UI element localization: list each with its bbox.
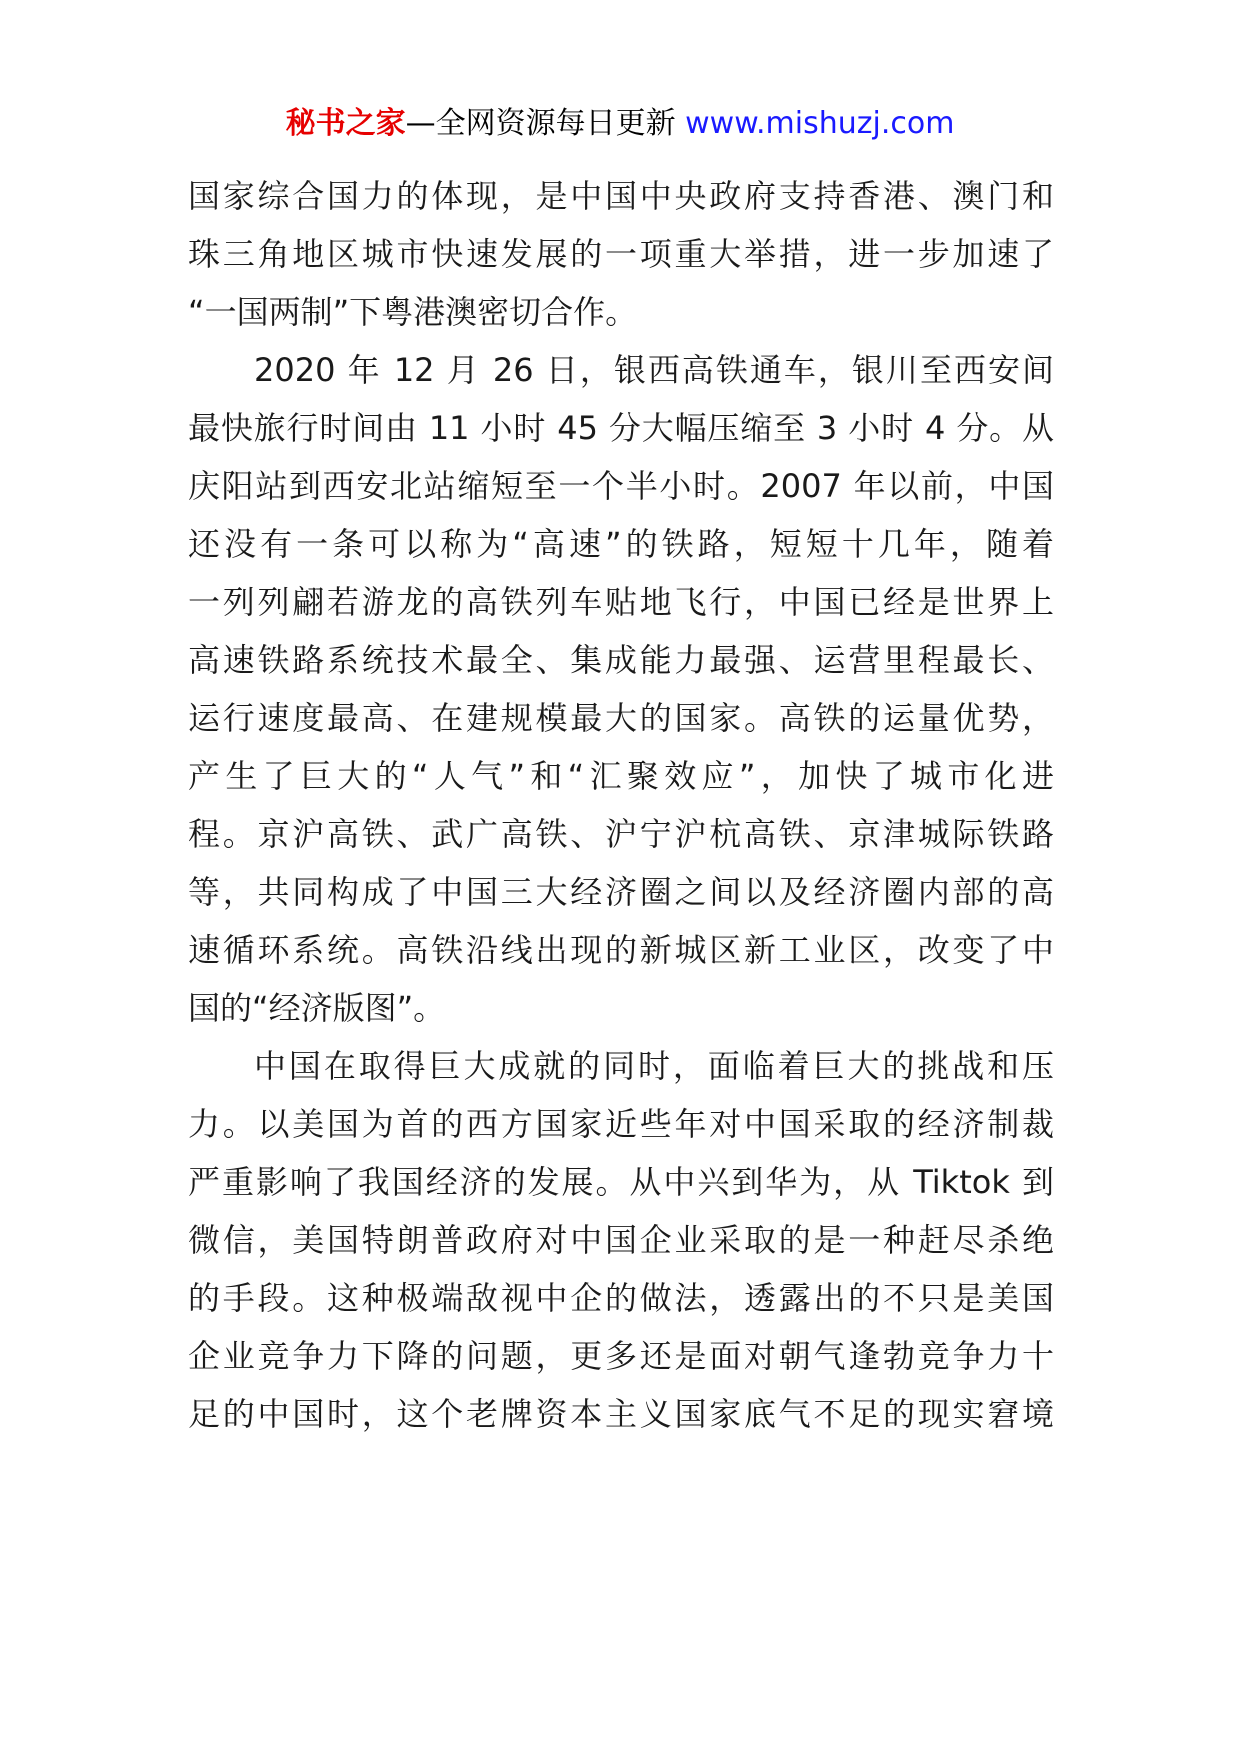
text-line: 力。以美国为首的西方国家近些年对中国采取的经济制裁 [188, 1105, 1054, 1143]
header-tagline: —全网资源每日更新 [405, 106, 676, 141]
text-line: “一国两制”下粤港澳密切合作。 [188, 293, 638, 331]
text-line: 最快旅行时间由 11 小时 45 分大幅压缩至 3 小时 4 分。从 [188, 409, 1054, 447]
text-line: 高速铁路系统技术最全、集成能力最强、运营里程最长、 [188, 641, 1054, 679]
text-line: 运行速度最高、在建规模最大的国家。高铁的运量优势， [188, 699, 1054, 737]
site-header [0, 104, 1240, 144]
text-line: 珠三角地区城市快速发展的一项重大举措，进一步加速了 [188, 235, 1054, 273]
brand-name: 秘书之家 [285, 106, 406, 141]
site-url-link[interactable]: www.mishuzj.com [685, 106, 955, 141]
text-line: 中国在取得巨大成就的同时，面临着巨大的挑战和压 [254, 1047, 1054, 1085]
text-line: 国家综合国力的体现，是中国中央政府支持香港、澳门和 [188, 177, 1054, 215]
text-line: 速循环系统。高铁沿线出现的新城区新工业区，改变了中 [188, 931, 1054, 969]
text-line: 企业竞争力下降的问题，更多还是面对朝气逢勃竞争力十 [188, 1337, 1054, 1375]
text-line: 等，共同构成了中国三大经济圈之间以及经济圈内部的高 [188, 873, 1054, 911]
text-line: 一列列翩若游龙的高铁列车贴地飞行，中国已经是世界上 [188, 583, 1054, 621]
text-line: 产生了巨大的“人气”和“汇聚效应”，加快了城市化进 [188, 757, 1054, 795]
text-line: 的手段。这种极端敌视中企的做法，透露出的不只是美国 [188, 1279, 1054, 1317]
text-line: 严重影响了我国经济的发展。从中兴到华为，从 Tiktok 到 [188, 1163, 1054, 1201]
text-line: 足的中国时，这个老牌资本主义国家底气不足的现实窘境 [188, 1395, 1054, 1433]
text-line: 2020 年 12 月 26 日，银西高铁通车，银川至西安间 [254, 351, 1054, 389]
text-line: 微信，美国特朗普政府对中国企业采取的是一种赶尽杀绝 [188, 1221, 1054, 1259]
text-line: 国的“经济版图”。 [188, 989, 446, 1027]
text-line: 程。京沪高铁、武广高铁、沪宁沪杭高铁、京津城际铁路 [188, 815, 1054, 853]
text-line: 还没有一条可以称为“高速”的铁路，短短十几年，随着 [188, 525, 1054, 563]
text-line: 庆阳站到西安北站缩短至一个半小时。2007 年以前，中国 [188, 467, 1054, 505]
